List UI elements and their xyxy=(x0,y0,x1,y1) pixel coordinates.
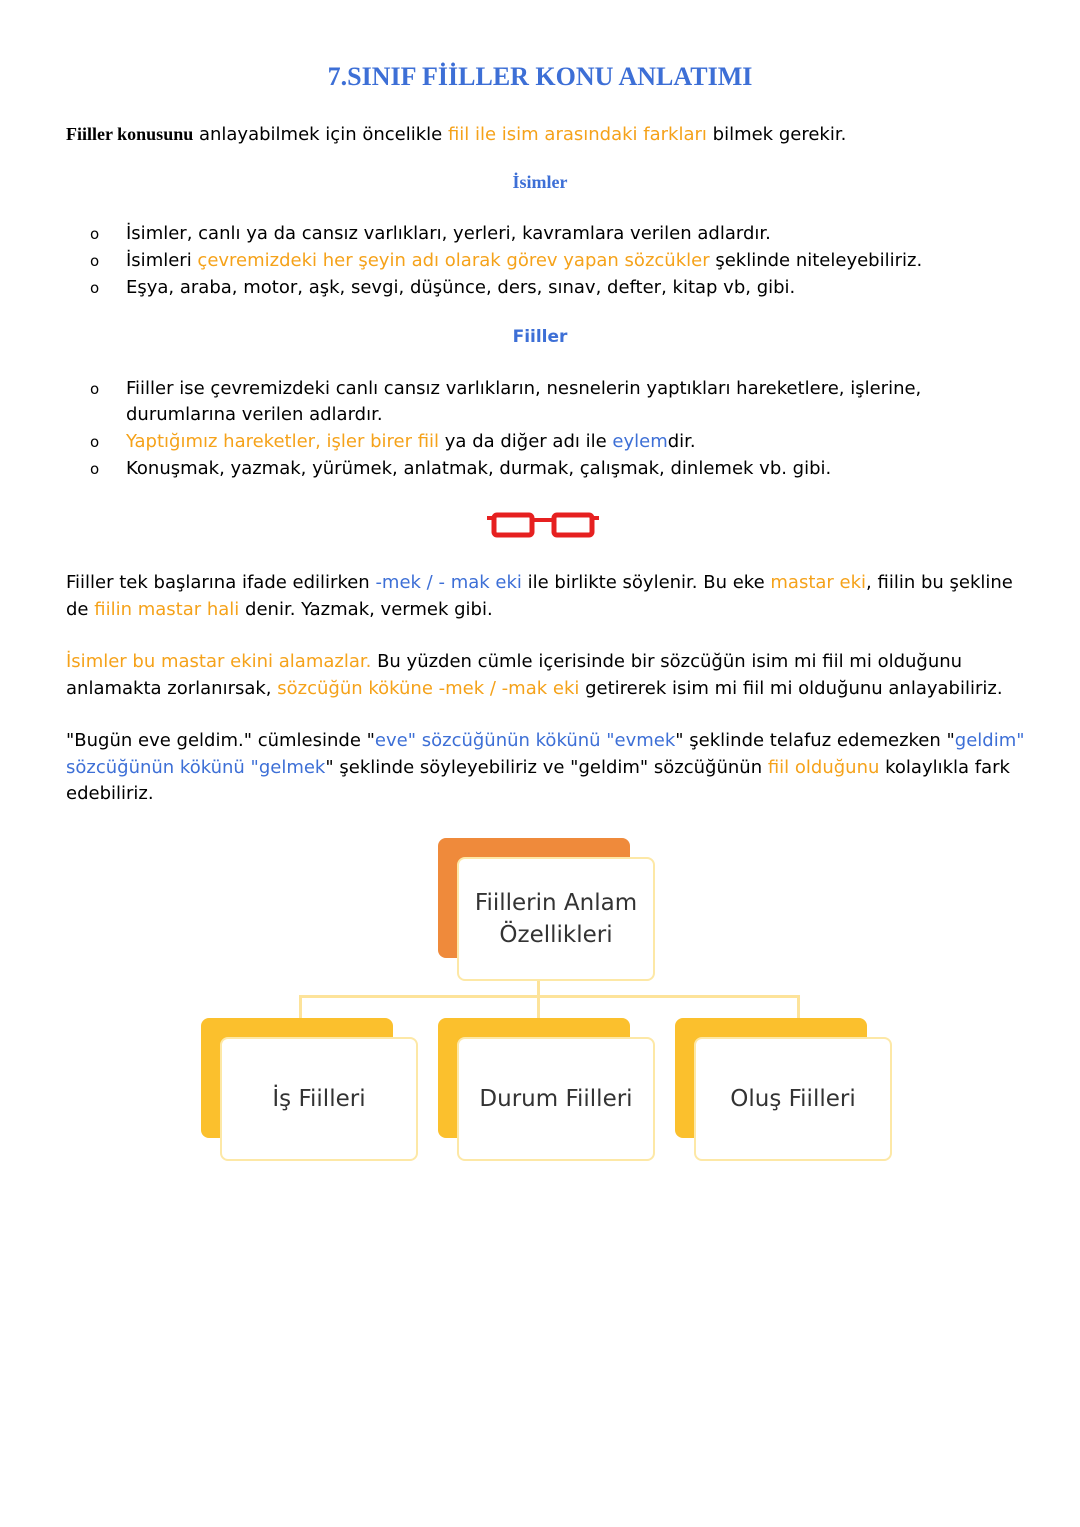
bullet-text: İsimleri çevremizdeki her şeyin adı olarak görev yapan sözcükler şeklinde niteleyebiliriz. xyxy=(126,250,923,271)
fiiller-bullet-1 xyxy=(90,376,990,428)
circle-bullet-icon: o xyxy=(90,279,100,297)
intro-bold: Fiiller konusunu xyxy=(66,124,194,144)
circle-bullet-icon: o xyxy=(90,225,100,243)
intro-text-2: bilmek gerekir. xyxy=(706,124,847,145)
intro-highlight: fiil ile isim arasındaki farkları xyxy=(447,124,707,145)
child-label: Durum Fiilleri xyxy=(479,1086,633,1112)
intro-text-1: anlayabilmek için öncelikle xyxy=(193,124,448,145)
bullet-text: Fiiller ise çevremizdeki canlı cansız varlıkların, nesnelerin yaptıkları hareketlere, işlerine, durumlarına verilen adlardır. xyxy=(126,378,922,425)
fiiller-heading: Fiiller xyxy=(512,327,568,347)
isimler-heading: İsimler xyxy=(512,172,568,192)
bullet-text: Konuşmak, yazmak, yürümek, anlatmak, durmak, çalışmak, dinlemek vb. gibi. xyxy=(126,458,832,479)
page-title: 7.SINIF FİİLLER KONU ANLATIMI xyxy=(327,62,753,91)
circle-bullet-icon: o xyxy=(90,252,100,270)
child-box-durum-fiilleri xyxy=(457,1037,655,1161)
child-box-olus-fiilleri xyxy=(694,1037,892,1161)
bullet-text: İsimler, canlı ya da cansız varlıkları, yerleri, kavramlara verilen adlardır. xyxy=(126,223,771,244)
fiil-anlam-diagram xyxy=(195,835,895,1175)
paragraph-example: "Bugün eve geldim." cümlesinde "eve" sözcüğünün kökünü "evmek" şeklinde telafuz edemezken "geldim" sözcüğünün kökünü "gelmek" şeklinde söyleyebiliriz ve "geldim" sözcüğünün fiil olduğunu kolaylıkla fark edebiliriz. xyxy=(66,730,1025,804)
glasses-icon xyxy=(486,510,600,540)
bullet-text: Yaptığımız hareketler, işler birer fiil ya da diğer adı ile eylemdir. xyxy=(126,431,696,452)
root-box xyxy=(457,857,655,981)
root-line-2: Özellikleri xyxy=(499,922,613,948)
circle-bullet-icon: o xyxy=(90,433,100,451)
child-label: İş Fiilleri xyxy=(272,1086,366,1112)
circle-bullet-icon: o xyxy=(90,460,100,478)
child-box-is-fiilleri xyxy=(220,1037,418,1161)
paragraph-mastar: Fiiller tek başlarına ifade edilirken -mek / - mak eki ile birlikte söylenir. Bu eke mastar eki, fiilin bu şekline de fiilin mastar hali denir. Yazmak, vermek gibi. xyxy=(66,572,1013,620)
bullet-text: Eşya, araba, motor, aşk, sevgi, düşünce, ders, sınav, defter, kitap vb, gibi. xyxy=(126,277,796,298)
root-line-1: Fiillerin Anlam xyxy=(474,890,638,916)
child-label: Oluş Fiilleri xyxy=(730,1086,856,1112)
paragraph-isimler-mastar: İsimler bu mastar ekini alamazlar. Bu yüzden cümle içerisinde bir sözcüğün isim mi fiil mi olduğunu anlamakta zorlanırsak, sözcüğün köküne -mek / -mak eki getirerek isim mi fiil mi olduğunu anlayabiliriz. xyxy=(66,651,1003,699)
circle-bullet-icon: o xyxy=(90,380,100,398)
intro-paragraph xyxy=(66,121,846,148)
